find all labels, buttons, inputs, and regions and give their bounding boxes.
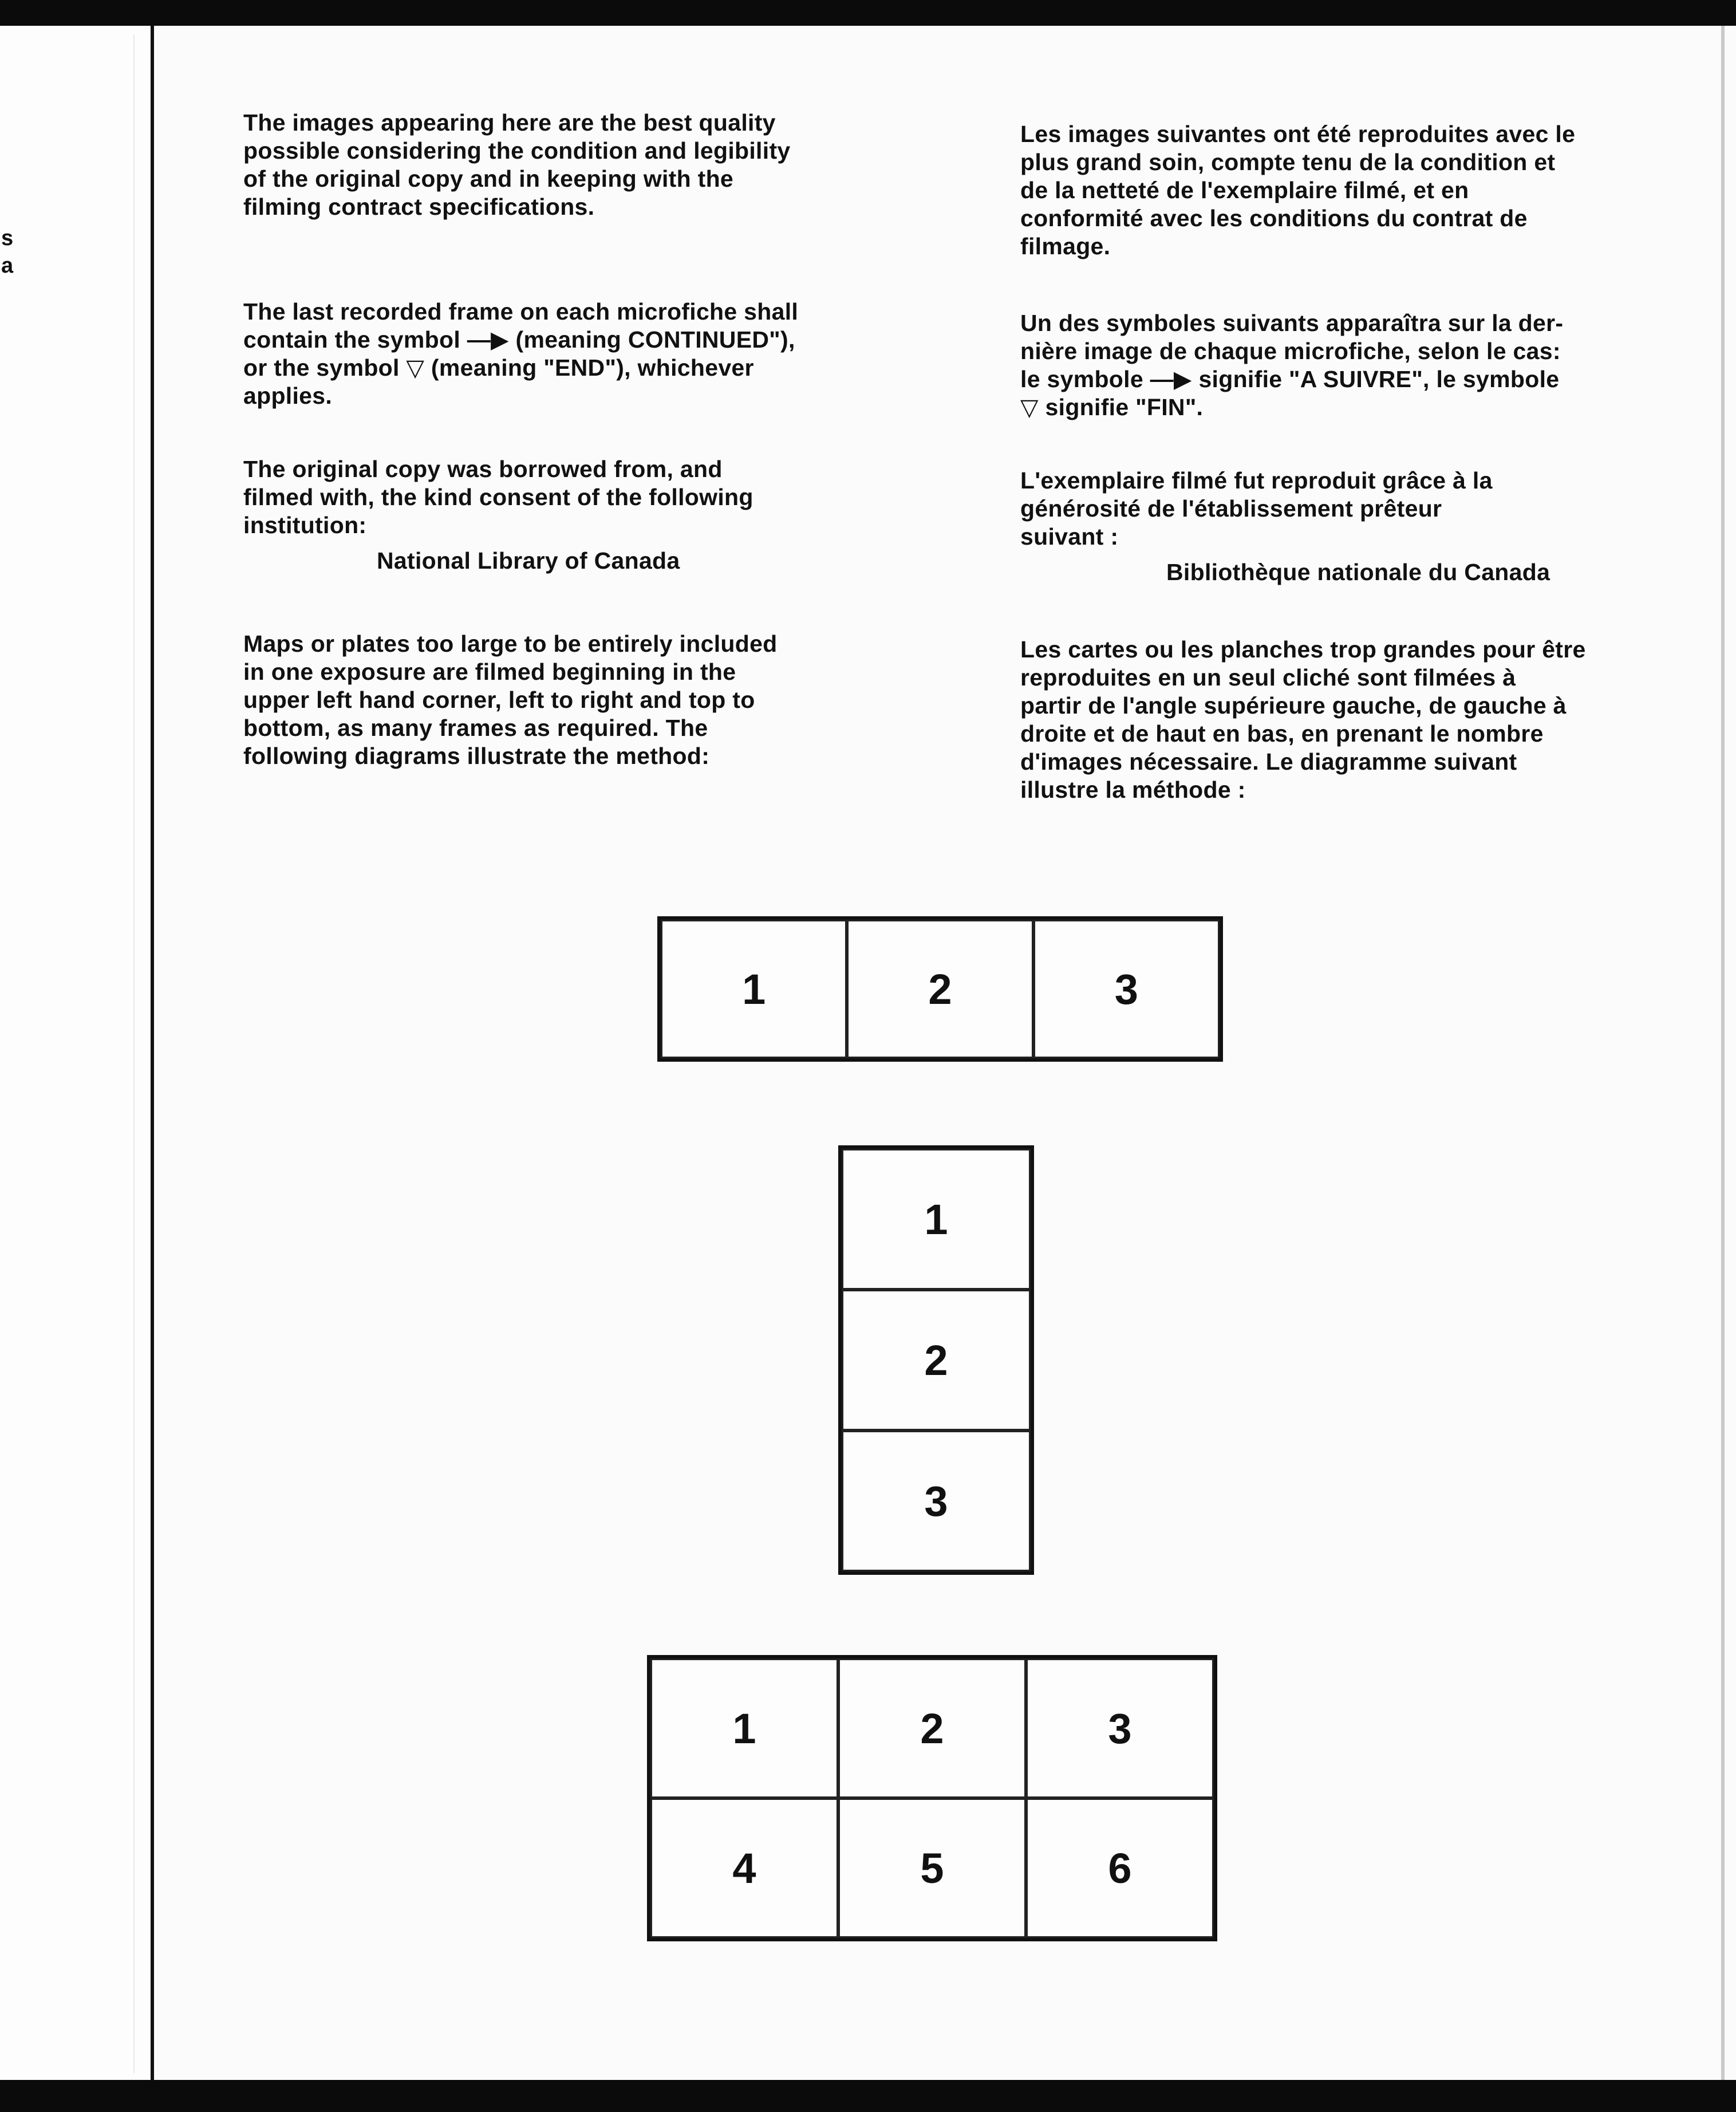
- english-symbol-paragraph: The last recorded frame on each microfiche shall contain the symbol —▶ (meaning CONTINUED"), or the symbol ▽ (meaning "END"), whichever applies.: [243, 298, 799, 409]
- frame-cell: 4: [650, 1798, 838, 1938]
- frame-cell: 1: [661, 920, 847, 1058]
- french-symbol-paragraph: Un des symboles suivants apparaîtra sur la der- nière image de chaque microfiche, selon le cas: le symbole —▶ signifie "A SUIVRE", le symbole ▽ signifie "FIN".: [1020, 310, 1564, 420]
- frame-cell: 6: [1026, 1798, 1214, 1938]
- diagram-vertical-column: [838, 1145, 1034, 1575]
- frame-cell: 2: [838, 1658, 1026, 1798]
- frame-cell: 1: [650, 1658, 838, 1798]
- left-margin-strip: [0, 26, 154, 2080]
- frame-cell: 3: [1033, 920, 1220, 1058]
- frame-cell: 1: [842, 1149, 1031, 1290]
- french-maps-paragraph: Les cartes ou les planches trop grandes pour être reproduites en un seul cliché sont filmées à partir de l'angle supérieure gauche, de gauche à droite et de haut en bas, en prenant le nombre d'images nécessaire. Le diagramme suivant illustre la méthode :: [1020, 636, 1586, 803]
- english-quality-paragraph: The images appearing here are the best quality possible considering the condition and legibility of the original copy and in keeping with the filming contract specifications.: [243, 109, 791, 220]
- scan-right-edge: [1721, 26, 1725, 2080]
- french-institution-name: Bibliothèque nationale du Canada: [1166, 559, 1550, 585]
- english-source-paragraph: The original copy was borrowed from, and filmed with, the kind consent of the following institution:: [243, 456, 753, 538]
- frame-cell: 5: [838, 1798, 1026, 1938]
- diagram-horizontal-row: [657, 916, 1223, 1062]
- scan-bottom-border: [0, 2080, 1736, 2112]
- french-source-paragraph: L'exemplaire filmé fut reproduit grâce à la générosité de l'établissement prêteur suivant :: [1020, 467, 1493, 550]
- faint-scan-line: [133, 34, 135, 2073]
- english-institution-name: National Library of Canada: [377, 547, 680, 574]
- margin-glyphs: s a: [1, 226, 14, 278]
- frame-cell: 3: [842, 1431, 1031, 1571]
- frame-cell: 2: [842, 1290, 1031, 1431]
- scan-top-border: [0, 0, 1736, 26]
- diagram-grid-2x3: [647, 1655, 1217, 1941]
- english-maps-paragraph: Maps or plates too large to be entirely included in one exposure are filmed beginning in the upper left hand corner, left to right and top to bottom, as many frames as required. The following diagrams illustrate the method:: [243, 631, 778, 769]
- frame-cell: 2: [847, 920, 1033, 1058]
- french-quality-paragraph: Les images suivantes ont été reproduites avec le plus grand soin, compte tenu de la condition et de la netteté de l'exemplaire filmé, et en conformité avec les conditions du contrat de filmage.: [1020, 121, 1576, 259]
- frame-cell: 3: [1026, 1658, 1214, 1798]
